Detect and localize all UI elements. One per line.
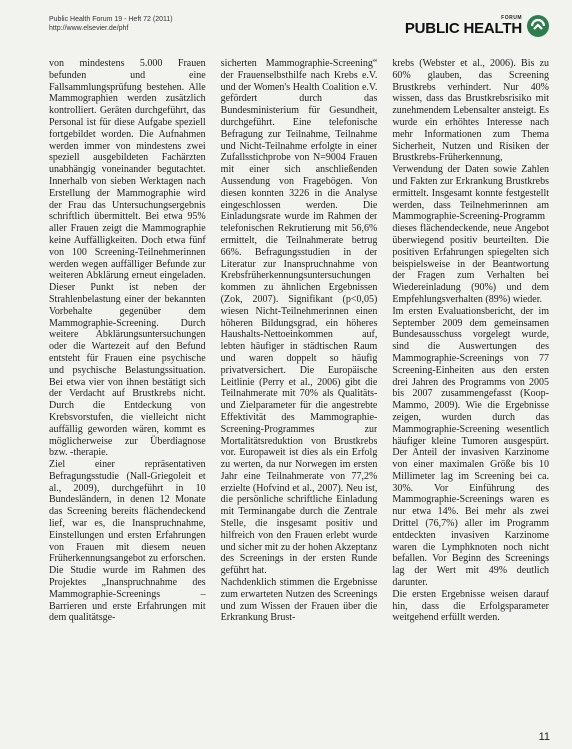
paragraph: Im ersten Evaluationsbericht, der im September 2009 dem gemeinsamen Bundesausschuss vorgelegt wurde, sind die Auswertungen des Mammographie-Screenings von 77 Screening-Einheiten aus den ersten drei Jahren des Programms von 2005 bis 2007 zusammengefasst (Koop-Mammo, 2009). Wie die Ergebnisse zeigen, wurden durch das Mammographie-Screening wesentlich häufiger kleine Tumoren ausgespürt. Der Anteil der invasiven Karzinome von einer maximalen Größe bis 10 Millimeter lag im Screening bei ca. 30%. Vor Einführung des Mammographie-Screenings waren es nur etwa 14%. Bei mehr als zwei Drittel (76,7%) aller im Programm entdeckten invasiven Karzinome waren die Lymphknoten noch nicht befallen. Vor Beginn des Screenings lag der Wert mit 49% deutlich darunter. bbox=[392, 305, 550, 589]
text-column-1 bbox=[49, 58, 206, 718]
paragraph: Die ersten Ergebnisse weisen darauf hin, dass die Erfolgsparameter weitgehend erfüllt werden. bbox=[392, 588, 550, 624]
journal-url: http://www.elsevier.de/phf bbox=[49, 25, 129, 32]
text-column-2 bbox=[221, 58, 378, 718]
logo-title-text: PUBLIC HEALTH bbox=[404, 20, 522, 37]
journal-logo bbox=[405, 14, 550, 38]
paragraph: sicherten Mammographie-Screening“ der Frauenselbsthilfe nach Krebs e.V. und der Women's Health Coalition e.V. gefördert durch das Bundesministerium für Gesundheit, durchgeführt. Eine telefonische Befragung zur Teilnahme, Teilnahme und Nicht-Teilnahme erfolgte in einer Zufallsstichprobe von N=9004 Frauen mit einer sich anschließenden Aussendung von Fragebögen. Von diesen konnten 3226 in die Analyse eingeschlossen werden. Die Einladungsrate wurde im Rahmen der telefonischen Rekrutierung mit 56,6% ermittelt, die Teilnahmerate betrug 66%. Befragungsstudien in der Literatur zur Inanspruchnahme von Krebsfrüherkennungsuntersuchungen kommen zu ähnlichen Ergebnissen (Zok, 2007). Signifikant (p<0,05) wiesen Nicht-Teilnehmerinnen einen höheren Bildungsgrad, ein höheres Haushalts-Nettoeinkommen auf, lebten häufiger in städtischen Raum und waren doppelt so häufig privatversichert. Die Europäische Leitlinie (Perry et al., 2006) gibt die Teilnahmerate mit 70% als Qualitäts- und Zielparameter für die angestrebte Effektivität des Mammographie-Screening-Programmes zur Mortalitätsreduktion von Brustkrebs vor. Europaweit ist dies als ein Erfolg zu werten, da nur Norwegen im ersten Jahr eine Teilnahmerate von 77,2% erzielte (Hofvind et al., 2007). Neu ist, die persönliche schriftliche Einladung mit Terminangabe durch die Zentrale Stelle, die insgesamt positiv und hilfreich von den Frauen erlebt wurde und sicher mit zu der hohen Akzeptanz des Screenings in der ersten Runde geführt hat. bbox=[220, 58, 378, 577]
paragraph: von mindestens 5.000 Frauen befunden und eine Fallsammlungsprüfung bestehen. Alle Mammographien werden zusätzlich kontrolliert. Geräten durchgeführt, das Personal ist für diese Aufgabe speziell fortgebildet worden. Die Aufnahmen werden immer von mindestens zwei speziell ausgebildeten Fachärzten unabhängig voneinander begutachtet. Innerhalb von sieben Werktagen nach Erstellung der Mammographie wird der Frau das Untersuchungsergebnis schriftlich übermittelt. Bei etwa 95% aller Frauen zeigt die Mammographie keine Auffälligkeiten. Doch etwa fünf von 100 Screening-Teilnehmerinnen werden wegen auffälliger Befunde zur weiteren Abklärung erneut eingeladen. Dieser Punkt ist neben der Strahlenbelastung einer der bekannten Vorbehalte gegenüber dem Mammographie-Screening. Durch weitere Abklärungsuntersuchungen oder die Wartezeit auf den Befund entsteht für Frauen eine psychische und psychische Belastungssituation. Bei etwa vier von ihnen bestätigt sich der Verdacht auf Brustkrebs nicht. Durch die Entdeckung von Krebsvorstufen, die vielleicht nicht auffällig geworden wären, kommt es möglicherweise zur Überdiagnose bzw. -therapie. bbox=[49, 58, 206, 459]
page-number: 11 bbox=[538, 731, 550, 743]
journal-citation: Public Health Forum 19 - Heft 72 (2011) bbox=[49, 16, 173, 23]
logo-mark-icon bbox=[526, 14, 550, 38]
paragraph: Ziel einer repräsentativen Befragungsstudie (Nall-Griegoleit et al., 2009), durchgeführt in 10 Bundesländern, in denen 12 Monate das Screening bereits flächendeckend lief, war es, die Inanspruchnahme, Einstellungen und ersten Erfahrungen von Frauen mit diesem neuen Früherkennungsangebot zu erforschen. Die Studie wurde im Rahmen des Projektes „Inanspruchnahme des Mammographie-Screenings – Barrieren und erste Erfahrungen mit dem qualitätsge- bbox=[49, 459, 206, 624]
paragraph: krebs (Webster et al., 2006). Bis zu 60% glauben, das Screening Brustkrebs verhindert. Nur 40% wissen, dass das Brustkrebsrisiko mit zunehmendem Lebensalter ansteigt. Es wurde ein erhöhtes Interesse nach mehr Informationen zum Thema Sicherheit, Nutzen und Risiken der Brustkrebs-Früherkennung, Verwendung der Daten sowie Zahlen und Fakten zur Erkrankung Brustkrebs ermittelt. Insgesamt konnte festgestellt werden, dass Teilnehmerinnen am Mammographie-Screening-Programm dieses flächendeckende, neue Angebot überwiegend positiv beurteilten. Die positiven Erfahrungen spiegelten sich beispielsweise in der Beantwortung der Fragen zum Verhalten bei Wiedereinladung (90%) und dem Empfehlungsverhalten (89%) wieder. bbox=[392, 58, 550, 305]
running-header bbox=[49, 15, 173, 33]
text-column-3 bbox=[392, 58, 549, 718]
article-body bbox=[49, 58, 549, 718]
paragraph: Nachdenklich stimmen die Ergebnisse zum erwarteten Nutzen des Screenings und zum Wissen der Frauen über die Erkrankung Brust- bbox=[220, 577, 378, 624]
logo-forum-text: FORUM bbox=[501, 15, 522, 21]
